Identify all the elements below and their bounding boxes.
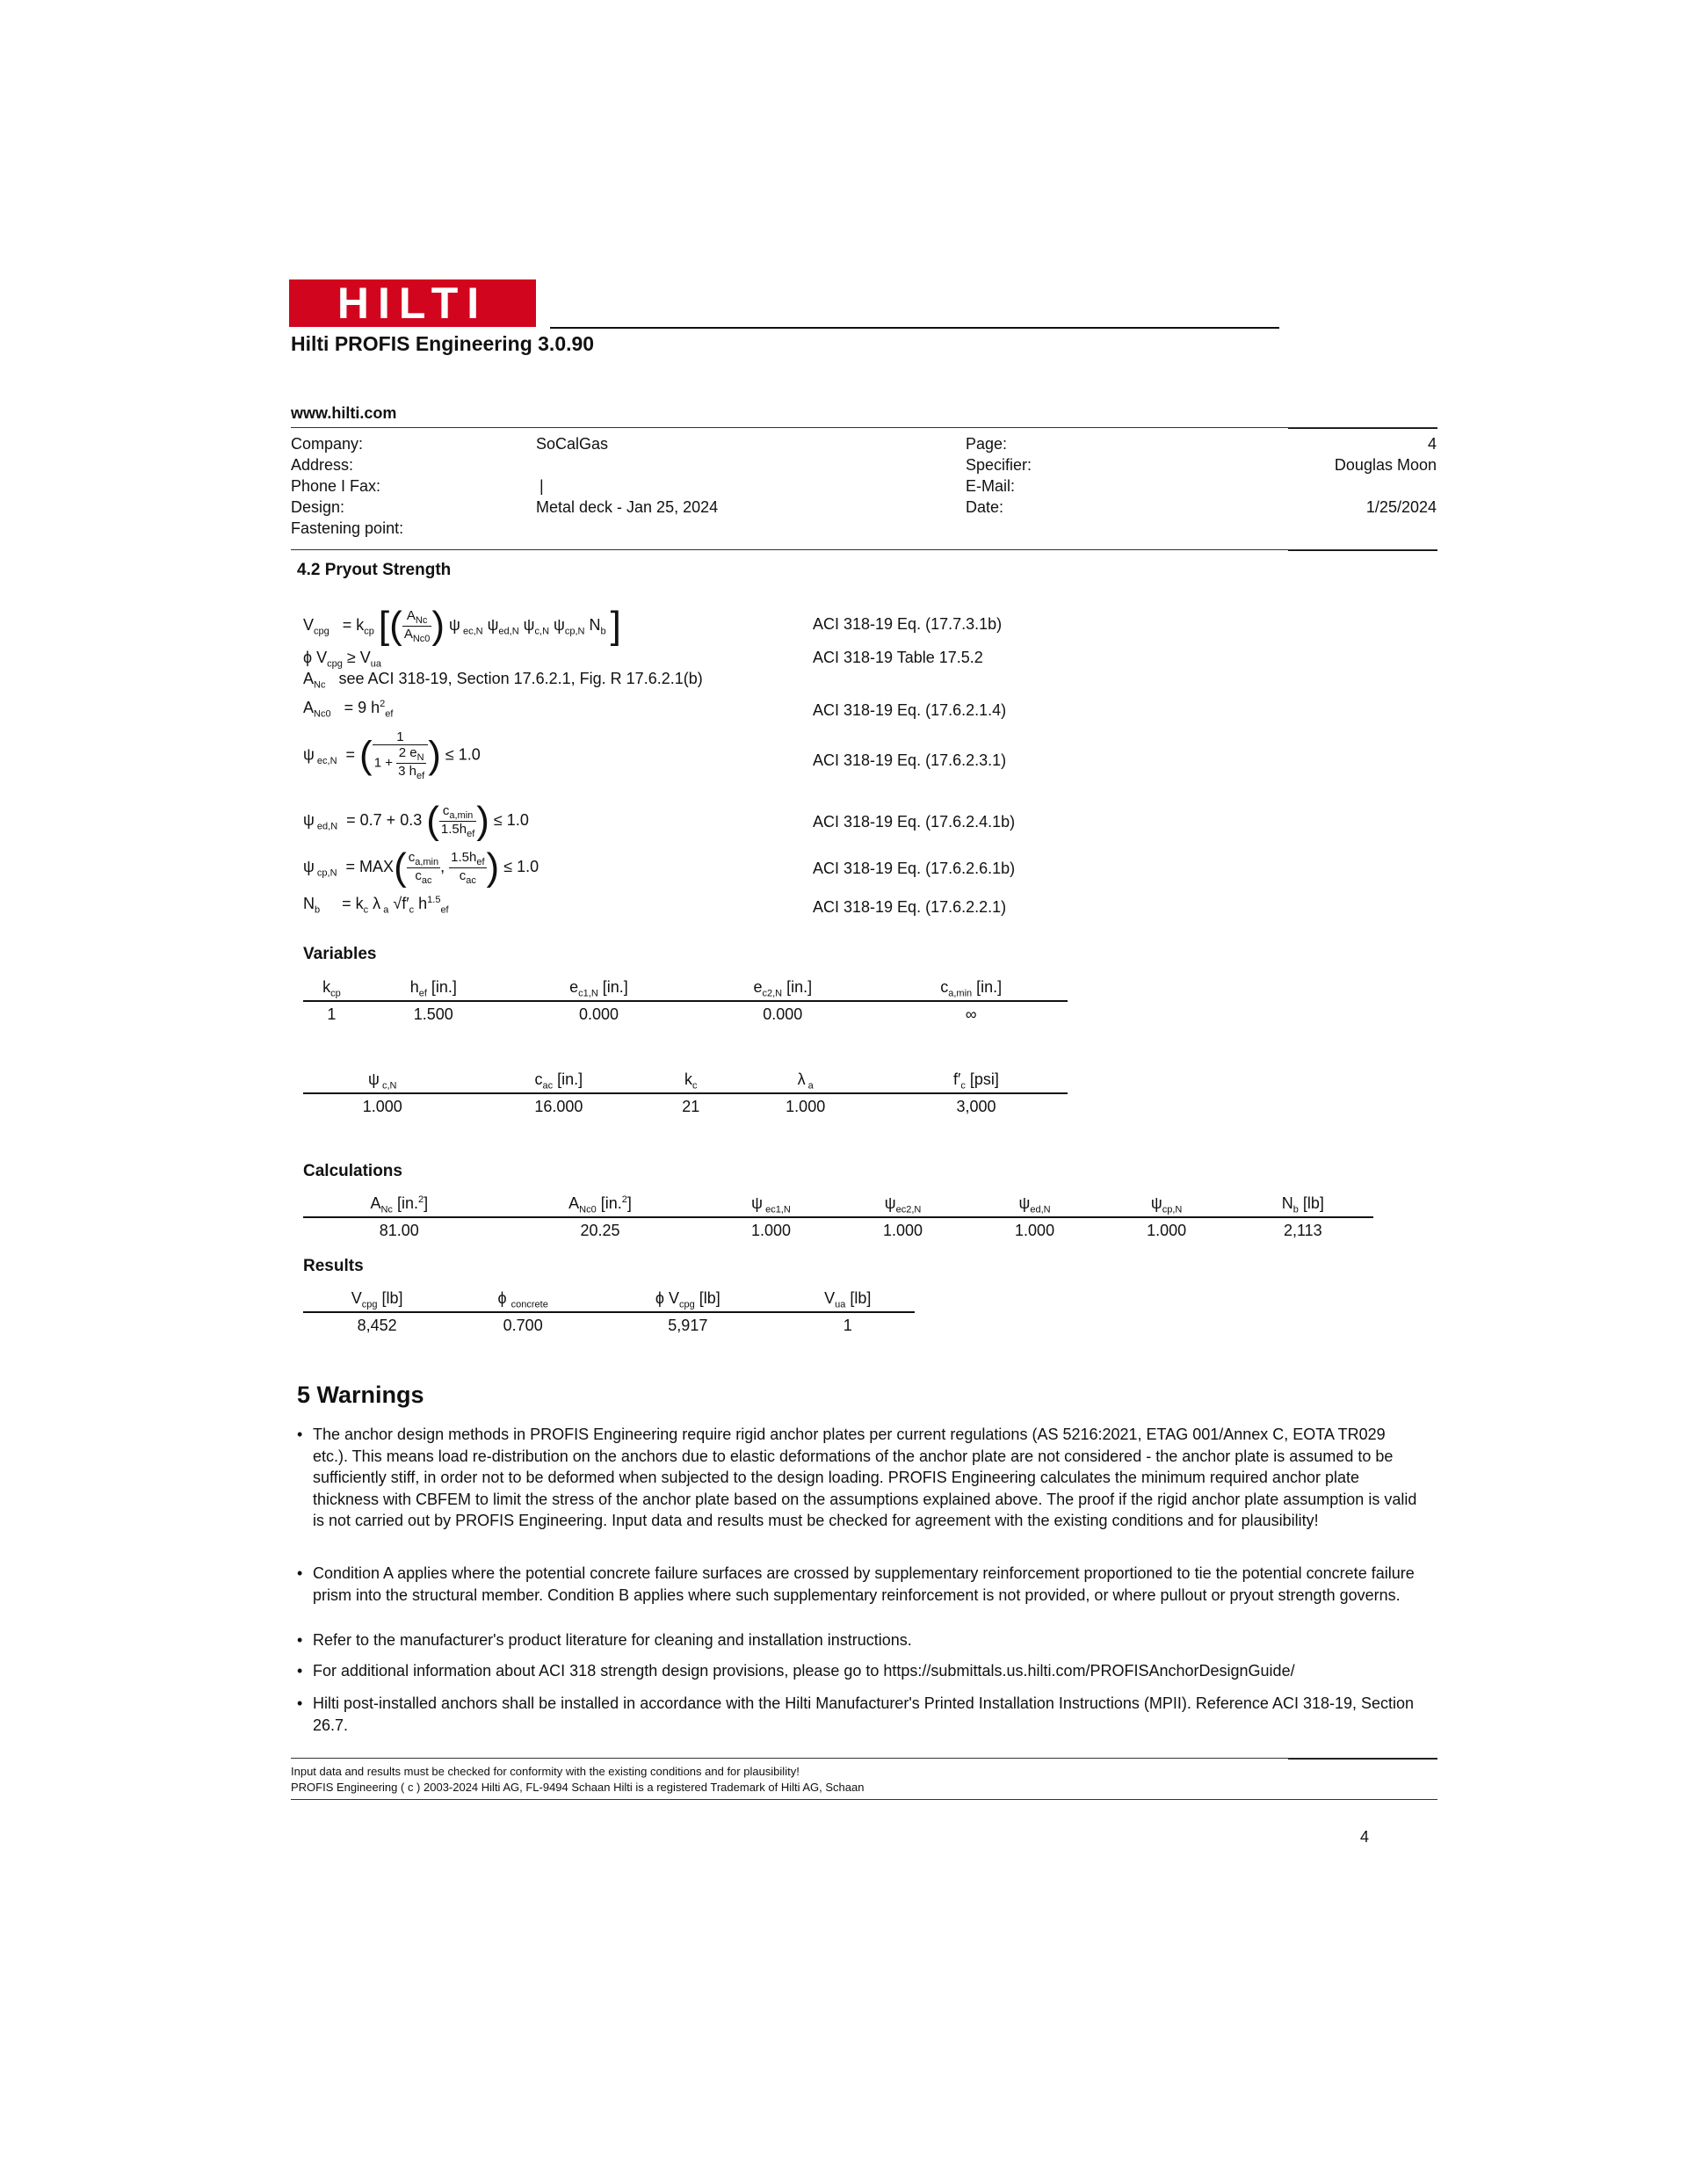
- table-cell: 1.000: [1015, 1221, 1055, 1239]
- results-table: [303, 1288, 915, 1338]
- table-cell: 1.000: [1147, 1221, 1187, 1239]
- hilti-logo: [289, 279, 536, 327]
- company-value: SoCalGas: [536, 435, 609, 453]
- warning-item: • The anchor design methods in PROFIS Engineering require rigid anchor plates per current regulations (AS 5216:2021, ETAG 001/Annex C, EOTA TR029 etc.). This means load re-distribution on the anchors due to elastic deformations of the anchor plate are not considered - the anchor plate is assumed to be sufficiently stiff, in order not to be deformed when subjected to the design loading. PROFIS Engineering calculates the minimum required anchor plate thickness with CBFEM to limit the stress of the anchor plate based on the assumptions explained above. The proof if the rigid anchor plate assumption is valid is not carried out by PROFIS Engineering. Input data and results must be checked for agreement with the existing conditions and for plausibility!: [297, 1426, 1417, 1529]
- ref-2: ACI 318-19 Table 17.5.2: [813, 649, 983, 666]
- ref-3: ACI 318-19 Eq. (17.6.2.1.4): [813, 701, 1007, 719]
- date-label: Date:: [966, 498, 1004, 516]
- col-psi-ec2n: $\psi_{ec2,N}$: [837, 1194, 969, 1217]
- company-label: Company:: [291, 435, 364, 453]
- bullet-icon: •: [297, 1426, 303, 1443]
- table-cell: 1.000: [883, 1221, 923, 1239]
- calculations-table: [303, 1194, 1373, 1243]
- eq-phi-vcpg: ϕ $V_{cpg} \ge V_{ua}$: [303, 649, 381, 670]
- footer-line-1: Input data and results must be checked for conformity with the existing conditions and for plausibility!: [291, 1765, 800, 1778]
- bullet-icon: •: [297, 1694, 303, 1712]
- table-cell: 1.000: [750, 1221, 792, 1239]
- table-cell: 3,000: [956, 1097, 996, 1115]
- col-lambda: λ $_a$: [726, 1070, 885, 1093]
- col-psicn: ψ $_{c,N}$: [303, 1070, 462, 1093]
- col-kcp: $k_{cp}$: [303, 977, 360, 1001]
- eq-psi-cpn: ψ $_{cp,N}$ = MAX( $\frac{c_{a,min}}{c_{ac}}$ , $\frac{1.5h_{ef}}{c_{ac}}$ ) ≤ 1.0: [303, 845, 539, 889]
- email-label: E-Mail:: [966, 477, 1016, 495]
- footer-bottom-rule: [291, 1799, 1437, 1800]
- page-label: Page:: [966, 435, 1008, 453]
- ref-4: ACI 318-19 Eq. (17.6.2.3.1): [813, 751, 1007, 769]
- info-top-rule: [291, 427, 1437, 428]
- col-hef: $h_{ef}$ [in.]: [360, 977, 507, 1001]
- eq-psi-edn: ψ $_{ed,N}$ = 0.7 + 0.3 ( $\frac{c_{a,min}}{1.5h_{ef}}$ ) ≤ 1.0: [303, 799, 529, 842]
- table-cell: 1: [843, 1316, 852, 1334]
- anc-text: see ACI 318-19, Section 17.6.2.1, Fig. R 17.6.2.1(b): [338, 670, 703, 687]
- table-cell: 1: [327, 1005, 337, 1023]
- header-rule: [550, 327, 1279, 329]
- table-cell: 20.25: [580, 1221, 620, 1239]
- col-phi-vcpg: ϕ $V_{cpg}$ [lb]: [595, 1288, 780, 1312]
- ref-6: ACI 318-19 Eq. (17.6.2.6.1b): [813, 860, 1016, 877]
- col-ec1n: $e_{c1,N}$ [in.]: [507, 977, 691, 1001]
- col-vcpg: $V_{cpg}$ [lb]: [303, 1288, 451, 1312]
- ref-5: ACI 318-19 Eq. (17.6.2.4.1b): [813, 813, 1016, 831]
- app-title: Hilti PROFIS Engineering 3.0.90: [291, 332, 595, 355]
- table-cell: 8,452: [357, 1316, 397, 1334]
- info-bottom-rule: [291, 549, 1437, 550]
- table-cell: 1.000: [362, 1097, 402, 1115]
- table-cell: 1.500: [413, 1005, 453, 1023]
- eq-psi-ecn: ψ $_{ec,N}$ = ( 1 1 + $\frac{2 e_N}{3 h_{ef}}$ ) ≤ 1.0: [303, 729, 481, 781]
- specifier-value: Douglas Moon: [1334, 456, 1437, 474]
- eq-vcpg: $V_{cpg} = k_{cp}$ [( $\frac{A_{Nc}}{A_{Nc0}}$ ) ψ $_{ec,N}$ $\psi_{ed,N}$ $\psi_{c,N}$ $\psi_{cp,N}$ $N_b$ ]: [303, 604, 621, 647]
- ref-7: ACI 318-19 Eq. (17.6.2.2.1): [813, 898, 1007, 916]
- table-cell: 81.00: [379, 1221, 419, 1239]
- eq-anc0: $A_{Nc0} = 9$ $h^2_{ef}$: [303, 699, 394, 720]
- eq-anc: $A_{Nc}$ see ACI 318-19, Section 17.6.2.1, Fig. R 17.6.2.1(b): [303, 670, 703, 691]
- table-cell: 5,917: [668, 1316, 708, 1334]
- table-cell: 0.000: [578, 1005, 619, 1023]
- page-number: 4: [1360, 1828, 1370, 1846]
- calculations-title: Calculations: [303, 1162, 402, 1180]
- col-cac: $c_{ac}$ [in.]: [462, 1070, 656, 1093]
- table-cell: 2,113: [1283, 1221, 1322, 1239]
- logo-text: HILTI: [337, 279, 489, 328]
- col-anc: $A_{Nc}$ [in.$^2$]: [303, 1194, 496, 1217]
- col-vua: $V_{ua}$ [lb]: [781, 1288, 916, 1312]
- bullet-icon: •: [297, 1631, 303, 1649]
- warning-item: • Hilti post-installed anchors shall be installed in accordance with the Hilti Manufacturer's Printed Installation Instructions (MPII). Reference ACI 318-19, Section 26.7.: [297, 1694, 1415, 1734]
- bullet-icon: •: [297, 1564, 303, 1582]
- table-cell: ∞: [965, 1005, 977, 1023]
- table-cell: 0.700: [503, 1316, 543, 1334]
- design-value: Metal deck - Jan 25, 2024: [536, 498, 719, 516]
- results-title: Results: [303, 1257, 364, 1275]
- phone-label: Phone I Fax:: [291, 477, 381, 495]
- table-cell: 21: [682, 1097, 700, 1115]
- footer-top-rule: [291, 1758, 1437, 1759]
- col-psi-edn: $\psi_{ed,N}$: [969, 1194, 1101, 1217]
- col-nb: $N_b$ [lb]: [1233, 1194, 1373, 1217]
- col-ec2n: $e_{c2,N}$ [in.]: [691, 977, 874, 1001]
- warning-item: • Condition A applies where the potential concrete failure surfaces are crossed by supplementary reinforcement proportioned to tie the potential concrete failure prism into the structural member. Condition B applies where such supplementary reinforcement is not provided, or where pullout or pryout strength governs.: [297, 1564, 1415, 1604]
- col-camin: $c_{a,min}$ [in.]: [874, 977, 1068, 1001]
- variables-title: Variables: [303, 945, 377, 963]
- eq-nb: $N_b$ = $k_c$ λ $_a$ $√f'_c$ $h^{1.5}_{ef}$: [303, 895, 449, 916]
- specifier-label: Specifier:: [966, 456, 1032, 474]
- date-value: 1/25/2024: [1365, 498, 1437, 516]
- warning-item: • Refer to the manufacturer's product literature for cleaning and installation instructions.: [297, 1629, 1422, 1651]
- page-value: 4: [1427, 435, 1437, 453]
- design-label: Design:: [291, 498, 345, 516]
- variables-table-1: [303, 977, 1068, 1027]
- footer-line-2: PROFIS Engineering ( c ) 2003-2024 Hilti AG, FL-9494 Schaan Hilti is a registered Trademark of Hilti AG, Schaan: [291, 1781, 865, 1794]
- ref-1: ACI 318-19 Eq. (17.7.3.1b): [813, 615, 1003, 633]
- warnings-title: 5 Warnings: [297, 1382, 424, 1408]
- address-label: Address:: [291, 456, 354, 474]
- section-title: 4.2 Pryout Strength: [297, 561, 452, 579]
- fastening-label: Fastening point:: [291, 519, 404, 537]
- website: www.hilti.com: [291, 404, 397, 422]
- variables-table-2: [303, 1070, 1068, 1119]
- col-phi-concrete: ϕ $_{concrete}$: [451, 1288, 595, 1312]
- col-psi-ec1n: ψ $_{ec1,N}$: [705, 1194, 836, 1217]
- warning-item: • For additional information about ACI 318 strength design provisions, please go to https://submittals.us.hilti.com/PROFISAnchorDesignGuide/: [297, 1660, 1422, 1682]
- col-anc0: $A_{Nc0}$ [in.$^2$]: [496, 1194, 706, 1217]
- col-psi-cpn: $\psi_{cp,N}$: [1101, 1194, 1233, 1217]
- table-cell: 0.000: [763, 1005, 803, 1023]
- phone-value: |: [539, 477, 544, 495]
- table-cell: 16.000: [534, 1097, 583, 1115]
- table-cell: 1.000: [786, 1097, 826, 1115]
- col-kc: $k_c$: [655, 1070, 726, 1093]
- bullet-icon: •: [297, 1662, 303, 1680]
- col-fc: $f'_c$ [psi]: [885, 1070, 1068, 1093]
